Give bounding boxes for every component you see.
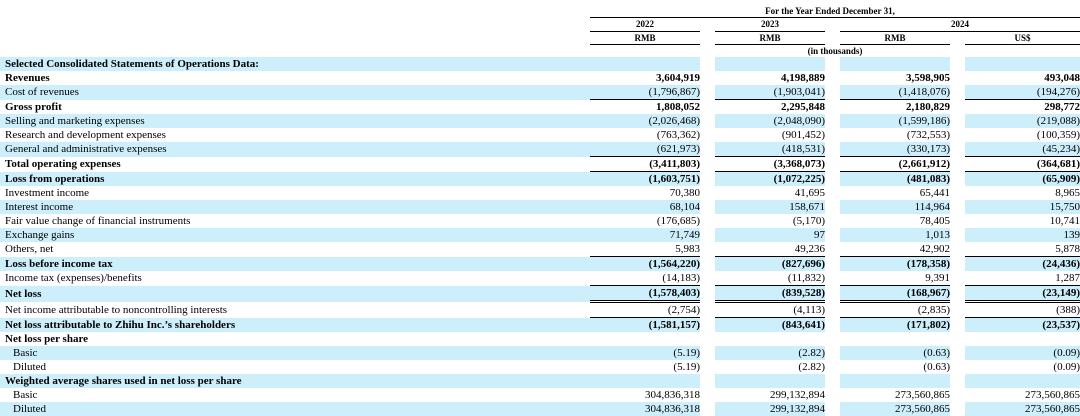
column-gap	[700, 157, 715, 172]
value-2023-rmb: (839,528)	[715, 286, 825, 302]
value-2024-rmb: 65,441	[919, 187, 950, 199]
column-gap	[825, 71, 840, 85]
column-gap	[950, 200, 965, 214]
value-2023-rmb: (5,170)	[792, 215, 825, 227]
currency-underline-2024-usd	[965, 44, 1080, 45]
row-label: Net loss per share	[5, 333, 89, 345]
table-row	[0, 128, 1080, 142]
column-gap	[950, 257, 965, 272]
year-2022: 2022	[636, 19, 654, 29]
table-row	[0, 71, 1080, 85]
value-2023-rmb: (4,113)	[715, 302, 825, 318]
value-2024-rmb: (2,835)	[840, 302, 950, 318]
period-header: For the Year Ended December 31,	[765, 6, 895, 16]
column-gap	[700, 57, 715, 71]
value-2024-usd: (65,909)	[965, 172, 1080, 187]
column-gap	[825, 318, 840, 333]
table-row	[0, 402, 1080, 416]
currency-2023: RMB	[759, 33, 781, 43]
value-2024-rmb: (2,661,912)	[840, 157, 950, 172]
column-gap	[700, 128, 715, 142]
column-gap	[950, 402, 965, 416]
table-row	[0, 186, 1080, 200]
table-row	[0, 114, 1080, 128]
currency-2024-usd: US$	[1014, 33, 1031, 43]
value-2022-rmb: (763,362)	[656, 129, 700, 141]
column-gap	[700, 257, 715, 272]
value-2022-rmb: 71,749	[590, 228, 700, 242]
value-2022-rmb	[590, 374, 700, 388]
column-gap	[825, 85, 840, 100]
currency-underline-2022	[590, 44, 700, 45]
table-row	[0, 286, 1080, 302]
value-2023-rmb: (11,832)	[715, 271, 825, 286]
value-2024-usd: (23,149)	[965, 286, 1080, 302]
unit-note: (in thousands)	[807, 46, 863, 56]
value-2024-rmb: 42,902	[840, 242, 950, 257]
row-label: Basic	[13, 389, 38, 401]
value-2024-usd: (23,537)	[965, 318, 1080, 333]
year-underline-2022	[590, 31, 700, 32]
value-2024-usd: (45,234)	[965, 142, 1080, 157]
column-gap	[825, 214, 840, 228]
table-row	[0, 388, 1080, 402]
column-gap	[950, 85, 965, 100]
value-2024-usd: (0.09)	[1053, 361, 1080, 373]
row-label: Interest income	[0, 200, 590, 214]
value-2022-rmb: (3,411,803)	[590, 157, 700, 172]
value-2024-rmb	[840, 374, 950, 388]
column-gap	[825, 100, 840, 115]
value-2024-usd: 15,750	[965, 200, 1080, 214]
table-row	[0, 332, 1080, 346]
value-2024-rmb: (178,358)	[840, 257, 950, 272]
value-2024-usd: 1,287	[965, 271, 1080, 286]
value-2024-rmb	[840, 332, 950, 346]
column-gap	[950, 360, 965, 374]
column-gap	[950, 346, 965, 360]
value-2024-rmb: (0.63)	[923, 361, 950, 373]
row-label: Weighted average shares used in net loss per share	[0, 374, 590, 388]
year-2024: 2024	[951, 19, 969, 29]
column-gap	[950, 374, 965, 388]
column-gap	[825, 271, 840, 286]
table-row	[0, 302, 1080, 318]
table-row	[0, 85, 1080, 100]
value-2024-usd: 273,560,865	[965, 402, 1080, 416]
column-gap	[825, 332, 840, 346]
value-2024-usd	[965, 374, 1080, 388]
value-2024-usd: (24,436)	[965, 257, 1080, 272]
value-2022-rmb: 304,836,318	[590, 402, 700, 416]
column-gap	[950, 286, 965, 302]
table-row	[0, 318, 1080, 333]
value-2023-rmb	[715, 374, 825, 388]
value-2023-rmb: (418,531)	[715, 142, 825, 157]
value-2022-rmb: (1,564,220)	[590, 257, 700, 272]
column-gap	[825, 302, 840, 318]
value-2023-rmb: (3,368,073)	[715, 157, 825, 172]
row-label: Net loss	[0, 286, 590, 302]
column-gap	[950, 142, 965, 157]
value-2024-rmb: 78,405	[919, 215, 950, 227]
column-gap	[825, 360, 840, 374]
value-2023-rmb: (2.82)	[715, 346, 825, 360]
column-gap	[950, 172, 965, 187]
value-2023-rmb: (2,048,090)	[715, 114, 825, 128]
column-gap	[950, 128, 965, 142]
row-label: Diluted	[0, 402, 590, 416]
currency-underline-2024-rmb	[840, 44, 950, 45]
table-row	[0, 257, 1080, 272]
column-gap	[950, 186, 965, 200]
column-gap	[700, 388, 715, 402]
value-2022-rmb: (1,581,157)	[590, 318, 700, 333]
currency-underline-2023	[715, 44, 825, 45]
value-2024-usd	[965, 332, 1080, 346]
value-2024-rmb: (732,553)	[906, 129, 950, 141]
column-gap	[950, 302, 965, 318]
column-gap	[950, 271, 965, 286]
row-label: Fair value change of financial instruments	[5, 215, 191, 227]
row-label: Net income attributable to noncontrolling interests	[5, 303, 228, 316]
table-row	[0, 172, 1080, 187]
column-gap	[700, 402, 715, 416]
table-row	[0, 214, 1080, 228]
row-label: Income tax (expenses)/benefits	[5, 272, 142, 285]
column-gap	[700, 142, 715, 157]
value-2024-rmb: 1,013	[840, 228, 950, 242]
value-2023-rmb: 299,132,894	[715, 402, 825, 416]
column-gap	[700, 302, 715, 318]
value-2023-rmb: (2.82)	[798, 361, 825, 373]
value-2024-rmb: 273,560,865	[840, 402, 950, 416]
column-gap	[825, 157, 840, 172]
value-2023-rmb: 4,198,889	[781, 72, 825, 84]
column-gap	[700, 242, 715, 257]
table-row	[0, 242, 1080, 257]
column-gap	[825, 128, 840, 142]
value-2022-rmb: (5.19)	[673, 361, 700, 373]
value-2024-usd: (219,088)	[965, 114, 1080, 128]
value-2022-rmb: (1,603,751)	[590, 172, 700, 187]
row-label: Net loss attributable to Zhihu Inc.’s shareholders	[0, 318, 590, 333]
column-gap	[950, 228, 965, 242]
row-label: Selling and marketing expenses	[0, 114, 590, 128]
row-label: Cost of revenues	[0, 85, 590, 100]
value-2024-usd: 5,878	[965, 242, 1080, 257]
value-2024-rmb: 114,964	[840, 200, 950, 214]
value-2024-usd: 298,772	[1044, 101, 1080, 113]
value-2024-usd	[965, 57, 1080, 71]
table-row	[0, 200, 1080, 214]
column-gap	[700, 318, 715, 333]
column-gap	[700, 374, 715, 388]
row-label: Others, net	[5, 243, 54, 256]
value-2022-rmb: (2,026,468)	[590, 114, 700, 128]
column-gap	[700, 332, 715, 346]
year-2023: 2023	[761, 19, 779, 29]
value-2022-rmb: (621,973)	[590, 142, 700, 157]
value-2022-rmb: 70,380	[669, 187, 700, 199]
value-2023-rmb: (843,641)	[715, 318, 825, 333]
value-2023-rmb: (1,072,225)	[715, 172, 825, 187]
value-2024-rmb: 9,391	[840, 271, 950, 286]
value-2024-usd: 8,965	[1055, 187, 1080, 199]
column-gap	[950, 214, 965, 228]
table-row	[0, 346, 1080, 360]
year-underline-2023	[715, 31, 825, 32]
value-2023-rmb: 49,236	[715, 242, 825, 257]
value-2024-rmb	[840, 57, 950, 71]
table-row	[0, 100, 1080, 115]
column-gap	[825, 114, 840, 128]
column-gap	[950, 71, 965, 85]
column-gap	[825, 200, 840, 214]
row-label: Loss from operations	[0, 172, 590, 187]
table-row	[0, 374, 1080, 388]
value-2022-rmb: (14,183)	[590, 271, 700, 286]
column-gap	[700, 200, 715, 214]
table-row	[0, 271, 1080, 286]
column-gap	[700, 214, 715, 228]
column-gap	[950, 157, 965, 172]
value-2023-rmb	[715, 57, 825, 71]
column-gap	[700, 286, 715, 302]
value-2022-rmb: (176,685)	[656, 215, 700, 227]
year-underline-2024	[840, 31, 1080, 32]
column-gap	[825, 142, 840, 157]
row-label: Loss before income tax	[0, 257, 590, 272]
table-row	[0, 57, 1080, 71]
value-2023-rmb: 41,695	[794, 187, 825, 199]
value-2024-usd: 10,741	[1049, 215, 1080, 227]
column-gap	[950, 242, 965, 257]
currency-2024-rmb: RMB	[884, 33, 906, 43]
column-gap	[825, 374, 840, 388]
value-2023-rmb: 2,295,848	[781, 101, 825, 113]
value-2022-rmb: 5,983	[590, 242, 700, 257]
value-2023-rmb: (1,903,041)	[715, 85, 825, 100]
row-label: Revenues	[5, 72, 50, 84]
column-gap	[700, 346, 715, 360]
column-gap	[700, 186, 715, 200]
value-2024-rmb: (481,083)	[840, 172, 950, 187]
column-gap	[825, 286, 840, 302]
value-2022-rmb: 1,808,052	[656, 101, 700, 113]
value-2022-rmb	[590, 57, 700, 71]
value-2024-rmb: (171,802)	[840, 318, 950, 333]
value-2024-usd: 273,560,865	[1025, 389, 1080, 401]
period-underline	[590, 17, 1080, 18]
value-2024-usd: (388)	[965, 302, 1080, 318]
column-gap	[950, 388, 965, 402]
column-gap	[700, 114, 715, 128]
table-row	[0, 228, 1080, 242]
column-gap	[950, 332, 965, 346]
value-2022-rmb: (1,578,403)	[590, 286, 700, 302]
column-gap	[950, 57, 965, 71]
row-label: General and administrative expenses	[0, 142, 590, 157]
row-label: Selected Consolidated Statements of Operations Data:	[0, 57, 590, 71]
column-gap	[825, 172, 840, 187]
row-label: Exchange gains	[0, 228, 590, 242]
column-gap	[825, 228, 840, 242]
column-gap	[825, 346, 840, 360]
value-2024-usd: 493,048	[1044, 72, 1080, 84]
column-gap	[700, 271, 715, 286]
value-2024-rmb: (168,967)	[840, 286, 950, 302]
value-2022-rmb: 304,836,318	[645, 389, 700, 401]
value-2024-rmb: 2,180,829	[906, 101, 950, 113]
row-label: Total operating expenses	[5, 158, 121, 170]
table-row	[0, 360, 1080, 374]
column-gap	[700, 172, 715, 187]
column-gap	[950, 318, 965, 333]
value-2024-usd: (194,276)	[965, 85, 1080, 100]
value-2024-rmb: (1,599,186)	[840, 114, 950, 128]
column-gap	[825, 402, 840, 416]
value-2024-rmb: (330,173)	[840, 142, 950, 157]
column-gap	[950, 114, 965, 128]
column-gap	[700, 85, 715, 100]
row-label: Research and development expenses	[5, 129, 166, 141]
column-gap	[825, 388, 840, 402]
column-gap	[825, 242, 840, 257]
value-2022-rmb	[590, 332, 700, 346]
value-2024-rmb: 273,560,865	[895, 389, 950, 401]
value-2023-rmb: 299,132,894	[770, 389, 825, 401]
column-gap	[700, 360, 715, 374]
value-2024-usd: (100,359)	[1036, 129, 1080, 141]
value-2024-rmb: 3,598,905	[906, 72, 950, 84]
column-gap	[825, 57, 840, 71]
column-gap	[700, 71, 715, 85]
column-gap	[700, 228, 715, 242]
value-2022-rmb: (2,754)	[590, 302, 700, 318]
value-2024-usd: (0.09)	[965, 346, 1080, 360]
value-2023-rmb	[715, 332, 825, 346]
value-2023-rmb: 97	[715, 228, 825, 242]
column-gap	[825, 257, 840, 272]
row-label: Investment income	[5, 187, 90, 199]
table-row	[0, 142, 1080, 157]
value-2022-rmb: 68,104	[590, 200, 700, 214]
value-2024-usd: 139	[965, 228, 1080, 242]
row-label: Diluted	[13, 361, 46, 373]
table-row	[0, 157, 1080, 172]
value-2024-usd: (364,681)	[965, 157, 1080, 172]
column-gap	[700, 100, 715, 115]
row-label: Basic	[0, 346, 590, 360]
column-gap	[950, 100, 965, 115]
column-gap	[825, 186, 840, 200]
value-2022-rmb: 3,604,919	[656, 72, 700, 84]
currency-2022: RMB	[634, 33, 656, 43]
value-2023-rmb: (901,452)	[781, 129, 825, 141]
value-2023-rmb: 158,671	[715, 200, 825, 214]
value-2023-rmb: (827,696)	[715, 257, 825, 272]
value-2022-rmb: (1,796,867)	[590, 85, 700, 100]
value-2024-rmb: (0.63)	[840, 346, 950, 360]
row-label: Gross profit	[5, 100, 62, 113]
value-2022-rmb: (5.19)	[590, 346, 700, 360]
operations-table	[0, 57, 1080, 416]
value-2024-rmb: (1,418,076)	[840, 85, 950, 100]
